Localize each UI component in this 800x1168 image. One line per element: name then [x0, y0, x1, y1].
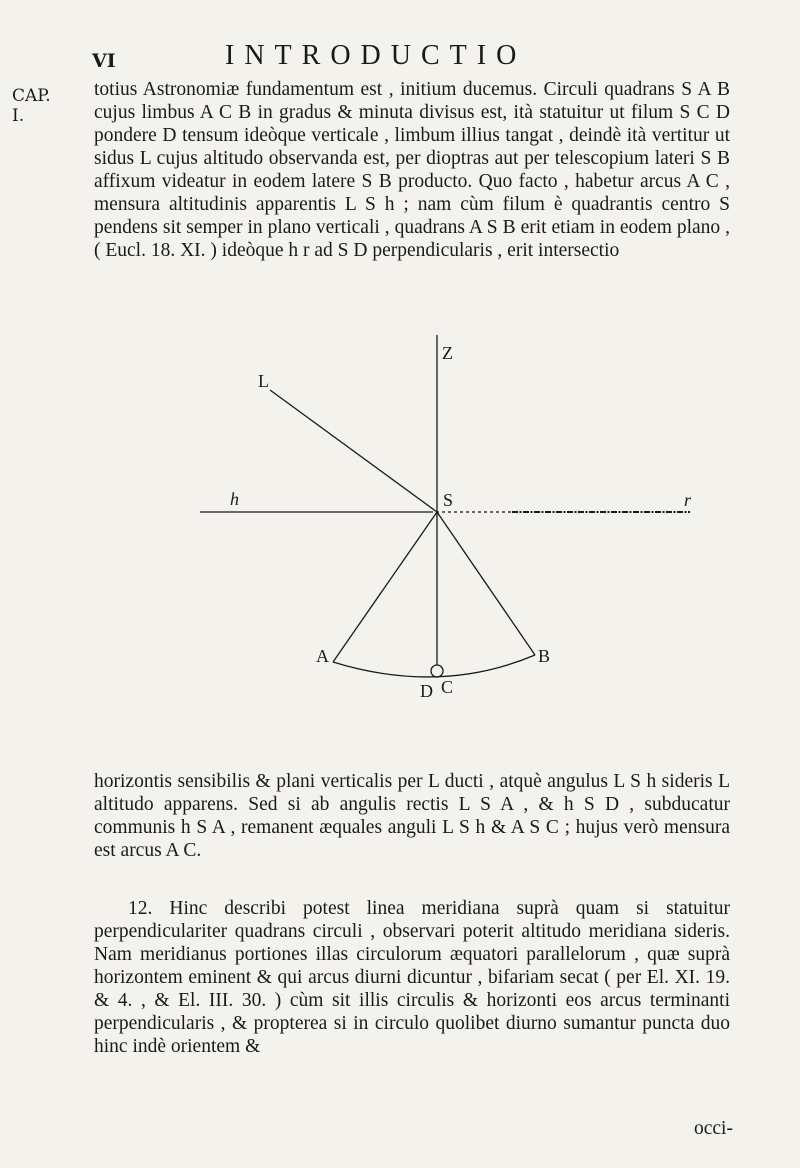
margin-cap-label: CAP.	[12, 86, 51, 106]
label-c: C	[441, 677, 454, 697]
catchword: occi-	[694, 1118, 733, 1139]
margin-note	[12, 86, 51, 126]
label-s: S	[443, 490, 454, 510]
running-head: INTRODUCTIO	[225, 40, 527, 71]
label-d: D	[420, 681, 433, 701]
paragraph-2	[94, 770, 730, 862]
label-r: r	[684, 490, 692, 510]
quadrant-diagram	[200, 325, 710, 720]
sight-line-ls	[270, 390, 437, 512]
paragraph-text: horizontis sensibilis & plani verticalis per L ducti , atquè angulus L S h sideris L altitudo apparens. Sed si ab angulis rectis L S A , & h S D , subducatur communis h S A , remanent æquales anguli L S h & A S C ; hujus verò mensura est arcus A C.	[94, 771, 730, 861]
paragraph-3	[94, 897, 730, 1058]
label-l: L	[258, 371, 269, 391]
label-a: A	[316, 646, 329, 666]
quadrant-figure	[200, 325, 710, 720]
quadrant-side-sa	[333, 512, 437, 662]
page-number: VI	[92, 50, 116, 72]
label-b: B	[538, 646, 551, 666]
margin-chapter-number: I.	[12, 106, 25, 126]
paragraph-text: 12. Hinc describi potest linea meridiana suprà quam si statuitur perpendiculariter quadrans circuli , observari poterit altitudo meridiana sideris. Nam meridianus portiones illas circulorum æquatori parallelorum , quæ suprà horizontem eminent & qui arcus diurni dicuntur , bifariam secat ( per El. XI. 19. & 4. , & El. III. 30. ) cùm sit illis circulis & horizonti eos arcus terminanti perpendicularis , & propterea si in circulo quolibet diurno sumantur puncta duo hinc indè orientem &	[94, 898, 730, 1057]
paragraph-1	[94, 78, 730, 262]
plumb-bob	[431, 665, 443, 677]
paragraph-text: totius Astronomiæ fundamentum est , initium ducemus. Circuli quadrans S A B cujus limbus A C B in gradus & minuta divisus est, ità statuitur ut filum S C D pondere D tensum ideòque verticale , limbum illius tangat , deindè ità vertitur ut sidus L cujus altitudo observanda est, per dioptras aut per telescopium lateri S B affixum videatur in eodem latere S B producto. Quo facto , habetur arcus A C , mensura altitudinis apparentis L S h ; nam cùm filum è quadrantis centro S pendens sit semper in plano verticali , quadrans A S B erit etiam in eodem plano , ( Eucl. 18. XI. ) ideòque h r ad S D perpendicularis , erit intersectio	[94, 79, 730, 261]
label-z: Z	[442, 343, 453, 363]
label-h: h	[230, 489, 239, 509]
quadrant-side-sb	[437, 512, 535, 655]
